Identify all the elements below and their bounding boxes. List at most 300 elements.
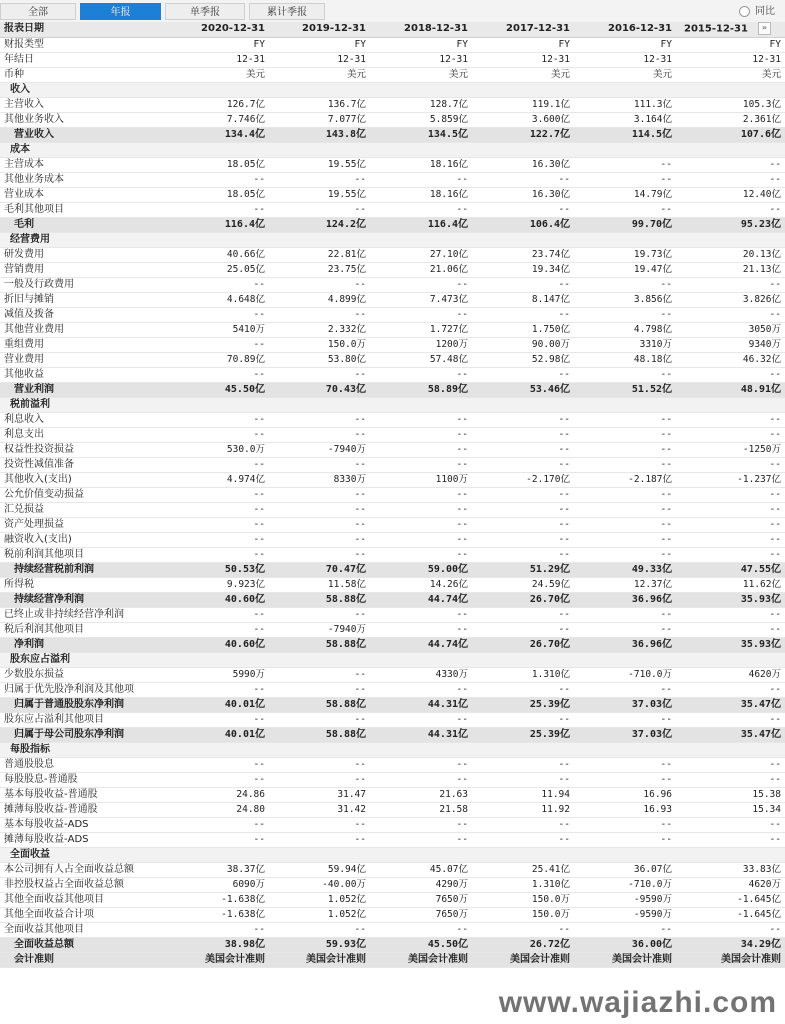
cell-value: 美元 bbox=[472, 67, 574, 82]
cell-value: 美国会计准则 bbox=[472, 952, 574, 967]
row-label: 全面收益 bbox=[0, 847, 168, 862]
cell-value: -- bbox=[168, 772, 269, 787]
row-label: 少数股东损益 bbox=[0, 667, 168, 682]
cell-value bbox=[370, 397, 472, 412]
cell-value: 116.4亿 bbox=[370, 217, 472, 232]
cell-value: 26.70亿 bbox=[472, 637, 574, 652]
cell-value: 12-31 bbox=[269, 52, 370, 67]
cell-value bbox=[168, 652, 269, 667]
cell-value bbox=[574, 232, 676, 247]
cell-value: 128.7亿 bbox=[370, 97, 472, 112]
cell-value: -- bbox=[472, 502, 574, 517]
cell-value: 11.94 bbox=[472, 787, 574, 802]
table-row bbox=[0, 217, 785, 232]
cell-value: 美国会计准则 bbox=[269, 952, 370, 967]
cell-value: -7940万 bbox=[269, 622, 370, 637]
cell-value: 24.86 bbox=[168, 787, 269, 802]
cell-value: 18.05亿 bbox=[168, 187, 269, 202]
cell-value bbox=[472, 232, 574, 247]
cell-value bbox=[574, 652, 676, 667]
cell-value: 美国会计准则 bbox=[676, 952, 785, 967]
cell-value: 58.88亿 bbox=[269, 592, 370, 607]
cell-value: -- bbox=[168, 307, 269, 322]
cell-value: -- bbox=[370, 427, 472, 442]
cell-value: -- bbox=[676, 607, 785, 622]
cell-value: -- bbox=[574, 307, 676, 322]
row-label: 股东应占溢利其他项目 bbox=[0, 712, 168, 727]
row-label: 营业利润 bbox=[0, 382, 168, 397]
cell-value: -- bbox=[574, 682, 676, 697]
row-label: 经营费用 bbox=[0, 232, 168, 247]
cell-value: -- bbox=[370, 607, 472, 622]
cell-value: -- bbox=[370, 622, 472, 637]
cell-value: 59.93亿 bbox=[269, 937, 370, 952]
row-label: 所得税 bbox=[0, 577, 168, 592]
row-label: 其他业务成本 bbox=[0, 172, 168, 187]
table-row bbox=[0, 772, 785, 787]
cell-value: 7650万 bbox=[370, 892, 472, 907]
cell-value: 44.74亿 bbox=[370, 637, 472, 652]
cell-value: 12-31 bbox=[472, 52, 574, 67]
cell-value: 4.899亿 bbox=[269, 292, 370, 307]
cell-value bbox=[370, 847, 472, 862]
section-row bbox=[0, 232, 785, 247]
cell-value: -- bbox=[168, 757, 269, 772]
cell-value: 70.89亿 bbox=[168, 352, 269, 367]
cell-value: 3.826亿 bbox=[676, 292, 785, 307]
cell-value: -- bbox=[574, 922, 676, 937]
cell-value: -- bbox=[168, 487, 269, 502]
cell-value: -40.00万 bbox=[269, 877, 370, 892]
cell-value bbox=[269, 142, 370, 157]
cell-value: 38.98亿 bbox=[168, 937, 269, 952]
table-row bbox=[0, 727, 785, 742]
cell-value: -- bbox=[574, 202, 676, 217]
cell-value: 36.00亿 bbox=[574, 937, 676, 952]
cell-value bbox=[168, 742, 269, 757]
cell-value: 18.16亿 bbox=[370, 157, 472, 172]
cell-value: -- bbox=[269, 547, 370, 562]
cell-value: -- bbox=[370, 757, 472, 772]
cell-value: 44.31亿 bbox=[370, 727, 472, 742]
cell-value: 1.727亿 bbox=[370, 322, 472, 337]
table-row bbox=[0, 787, 785, 802]
cell-value: -- bbox=[168, 547, 269, 562]
cell-value: 4330万 bbox=[370, 667, 472, 682]
cell-value: 3.856亿 bbox=[574, 292, 676, 307]
cell-value: 16.96 bbox=[574, 787, 676, 802]
cell-value: -- bbox=[676, 517, 785, 532]
table-row bbox=[0, 127, 785, 142]
cell-value: -- bbox=[574, 622, 676, 637]
cell-value: -- bbox=[676, 202, 785, 217]
row-label: 毛利 bbox=[0, 217, 168, 232]
cell-value: 15.34 bbox=[676, 802, 785, 817]
cell-value bbox=[574, 742, 676, 757]
cell-value: -- bbox=[574, 412, 676, 427]
cell-value: 1100万 bbox=[370, 472, 472, 487]
table-row bbox=[0, 277, 785, 292]
table-row bbox=[0, 352, 785, 367]
income-statement-table bbox=[0, 22, 785, 968]
cell-value: 11.62亿 bbox=[676, 577, 785, 592]
cell-value: -- bbox=[574, 427, 676, 442]
cell-value: 70.43亿 bbox=[269, 382, 370, 397]
cell-value: 5.859亿 bbox=[370, 112, 472, 127]
cell-value: 36.07亿 bbox=[574, 862, 676, 877]
cell-value: 111.3亿 bbox=[574, 97, 676, 112]
cell-value: 26.70亿 bbox=[472, 592, 574, 607]
cell-value: -- bbox=[574, 442, 676, 457]
cell-value: -- bbox=[574, 757, 676, 772]
table-row bbox=[0, 682, 785, 697]
cell-value: 3.164亿 bbox=[574, 112, 676, 127]
cell-value: -- bbox=[676, 622, 785, 637]
table-row bbox=[0, 202, 785, 217]
cell-value: 37.03亿 bbox=[574, 697, 676, 712]
cell-value: -- bbox=[472, 412, 574, 427]
row-label: 权益性投资损益 bbox=[0, 442, 168, 457]
cell-value: -- bbox=[269, 817, 370, 832]
cell-value: 4620万 bbox=[676, 877, 785, 892]
cell-value: -- bbox=[370, 682, 472, 697]
row-label: 年结日 bbox=[0, 52, 168, 67]
cell-value: 53.46亿 bbox=[472, 382, 574, 397]
cell-value: 126.7亿 bbox=[168, 97, 269, 112]
cell-value: 16.93 bbox=[574, 802, 676, 817]
cell-value: 12-31 bbox=[574, 52, 676, 67]
cell-value: -- bbox=[370, 172, 472, 187]
cell-value: -- bbox=[269, 457, 370, 472]
cell-value: -- bbox=[168, 682, 269, 697]
cell-value bbox=[472, 142, 574, 157]
cell-value: 57.48亿 bbox=[370, 352, 472, 367]
row-label: 每股股息-普通股 bbox=[0, 772, 168, 787]
row-label: 本公司拥有人占全面收益总额 bbox=[0, 862, 168, 877]
cell-value: 52.98亿 bbox=[472, 352, 574, 367]
table-row bbox=[0, 457, 785, 472]
row-label: 减值及拨备 bbox=[0, 307, 168, 322]
cell-value: FY bbox=[574, 37, 676, 52]
cell-value: 45.50亿 bbox=[168, 382, 269, 397]
cell-value: 24.59亿 bbox=[472, 577, 574, 592]
tab-single-quarter[interactable]: 单季报 bbox=[165, 3, 245, 20]
cell-value: 23.75亿 bbox=[269, 262, 370, 277]
cell-value: -710.0万 bbox=[574, 877, 676, 892]
cell-value: 44.74亿 bbox=[370, 592, 472, 607]
table-row bbox=[0, 712, 785, 727]
cell-value: -- bbox=[168, 532, 269, 547]
cell-value: 12-31 bbox=[676, 52, 785, 67]
row-label: 成本 bbox=[0, 142, 168, 157]
cell-value: -- bbox=[269, 307, 370, 322]
cell-value: -9590万 bbox=[574, 907, 676, 922]
cell-value: -- bbox=[574, 547, 676, 562]
cell-value: -- bbox=[574, 532, 676, 547]
row-label: 摊薄每股收益-普通股 bbox=[0, 802, 168, 817]
row-label: 归属于优先股净利润及其他项 bbox=[0, 682, 168, 697]
cell-value: FY bbox=[676, 37, 785, 52]
cell-value bbox=[676, 652, 785, 667]
row-label: 税前溢利 bbox=[0, 397, 168, 412]
cell-value: 116.4亿 bbox=[168, 217, 269, 232]
cell-value: 21.63 bbox=[370, 787, 472, 802]
table-row bbox=[0, 562, 785, 577]
cell-value: -- bbox=[676, 367, 785, 382]
row-label: 基本每股收益-ADS bbox=[0, 817, 168, 832]
cell-value: -- bbox=[269, 502, 370, 517]
cell-value: -1250万 bbox=[676, 442, 785, 457]
cell-value: 51.52亿 bbox=[574, 382, 676, 397]
row-label: 一般及行政费用 bbox=[0, 277, 168, 292]
cell-value: -- bbox=[370, 817, 472, 832]
row-label: 重组费用 bbox=[0, 337, 168, 352]
cell-value: 9340万 bbox=[676, 337, 785, 352]
cell-value: 2.361亿 bbox=[676, 112, 785, 127]
cell-value bbox=[269, 847, 370, 862]
cell-value: -- bbox=[574, 832, 676, 847]
cell-value: -- bbox=[472, 622, 574, 637]
cell-value bbox=[472, 82, 574, 97]
cell-value: -- bbox=[472, 817, 574, 832]
cell-value: 6090万 bbox=[168, 877, 269, 892]
cell-value: -1.645亿 bbox=[676, 892, 785, 907]
table-row bbox=[0, 487, 785, 502]
row-label: 公允价值变动损益 bbox=[0, 487, 168, 502]
cell-value: 3050万 bbox=[676, 322, 785, 337]
cell-value: 4.648亿 bbox=[168, 292, 269, 307]
cell-value: 12.40亿 bbox=[676, 187, 785, 202]
cell-value: 70.47亿 bbox=[269, 562, 370, 577]
watermark: www.wajiazhi.com bbox=[498, 986, 777, 1019]
cell-value: -- bbox=[370, 367, 472, 382]
header-date-5: 2016-12-31 bbox=[574, 22, 676, 37]
cell-value: -710.0万 bbox=[574, 667, 676, 682]
cell-value: 12.37亿 bbox=[574, 577, 676, 592]
cell-value: 99.70亿 bbox=[574, 217, 676, 232]
cell-value bbox=[269, 652, 370, 667]
cell-value bbox=[472, 847, 574, 862]
cell-value: FY bbox=[269, 37, 370, 52]
table-row bbox=[0, 247, 785, 262]
cell-value: 33.83亿 bbox=[676, 862, 785, 877]
cell-value: -- bbox=[370, 307, 472, 322]
cell-value bbox=[676, 82, 785, 97]
cell-value: 124.2亿 bbox=[269, 217, 370, 232]
cell-value: 143.8亿 bbox=[269, 127, 370, 142]
radio-icon[interactable] bbox=[739, 6, 750, 17]
cell-value: 134.5亿 bbox=[370, 127, 472, 142]
table-row bbox=[0, 892, 785, 907]
yoy-toggle[interactable] bbox=[739, 4, 775, 20]
cell-value: -- bbox=[370, 922, 472, 937]
row-label: 主营收入 bbox=[0, 97, 168, 112]
cell-value: -- bbox=[472, 757, 574, 772]
cell-value: -1.237亿 bbox=[676, 472, 785, 487]
tab-cumulative-quarter[interactable]: 累计季报 bbox=[249, 3, 325, 20]
row-label: 股东应占溢利 bbox=[0, 652, 168, 667]
cell-value: -2.170亿 bbox=[472, 472, 574, 487]
cell-value: 美元 bbox=[168, 67, 269, 82]
cell-value: -- bbox=[472, 922, 574, 937]
section-row bbox=[0, 142, 785, 157]
cell-value: -- bbox=[269, 832, 370, 847]
cell-value: -- bbox=[168, 202, 269, 217]
row-label: 会计准则 bbox=[0, 952, 168, 967]
cell-value: 90.00万 bbox=[472, 337, 574, 352]
table-row bbox=[0, 592, 785, 607]
cell-value: -- bbox=[676, 682, 785, 697]
section-row bbox=[0, 742, 785, 757]
cell-value: 18.16亿 bbox=[370, 187, 472, 202]
header-date-1: 2020-12-31 bbox=[168, 22, 269, 37]
cell-value: -- bbox=[370, 277, 472, 292]
cell-value: -- bbox=[676, 922, 785, 937]
cell-value: 7.473亿 bbox=[370, 292, 472, 307]
cell-value: -- bbox=[676, 157, 785, 172]
tab-all[interactable]: 全部 bbox=[0, 3, 76, 20]
cell-value: 美元 bbox=[574, 67, 676, 82]
cell-value: -- bbox=[168, 412, 269, 427]
cell-value: 8330万 bbox=[269, 472, 370, 487]
cell-value: -- bbox=[168, 337, 269, 352]
cell-value: 58.88亿 bbox=[269, 727, 370, 742]
row-label: 投资性减值准备 bbox=[0, 457, 168, 472]
cell-value: -- bbox=[676, 817, 785, 832]
table-row bbox=[0, 697, 785, 712]
row-label: 税后利润其他项目 bbox=[0, 622, 168, 637]
cell-value: -9590万 bbox=[574, 892, 676, 907]
cell-value: -- bbox=[168, 367, 269, 382]
cell-value: -- bbox=[676, 412, 785, 427]
cell-value: -- bbox=[472, 277, 574, 292]
cell-value: FY bbox=[472, 37, 574, 52]
cell-value: -- bbox=[472, 367, 574, 382]
cell-value: -- bbox=[676, 307, 785, 322]
row-label: 净利润 bbox=[0, 637, 168, 652]
table-row bbox=[0, 322, 785, 337]
cell-value: -- bbox=[574, 712, 676, 727]
cell-value: -2.187亿 bbox=[574, 472, 676, 487]
cell-value: -- bbox=[168, 607, 269, 622]
cell-value: 3310万 bbox=[574, 337, 676, 352]
cell-value: -- bbox=[269, 607, 370, 622]
cell-value bbox=[574, 397, 676, 412]
cell-value: 16.30亿 bbox=[472, 157, 574, 172]
cell-value: 35.93亿 bbox=[676, 592, 785, 607]
section-row bbox=[0, 82, 785, 97]
cell-value: -- bbox=[574, 817, 676, 832]
cell-value: -- bbox=[269, 712, 370, 727]
cell-value: 45.07亿 bbox=[370, 862, 472, 877]
cell-value: 35.47亿 bbox=[676, 727, 785, 742]
cell-value: -- bbox=[574, 157, 676, 172]
cell-value: 44.31亿 bbox=[370, 697, 472, 712]
cell-value: 1.750亿 bbox=[472, 322, 574, 337]
cell-value: 8.147亿 bbox=[472, 292, 574, 307]
row-label: 持续经营税前利润 bbox=[0, 562, 168, 577]
cell-value bbox=[168, 142, 269, 157]
row-label: 归属于母公司股东净利润 bbox=[0, 727, 168, 742]
row-label: 其他业务收入 bbox=[0, 112, 168, 127]
row-label: 每股指标 bbox=[0, 742, 168, 757]
cell-value: -- bbox=[676, 427, 785, 442]
table-row bbox=[0, 907, 785, 922]
cell-value: -- bbox=[676, 532, 785, 547]
cell-value: 19.34亿 bbox=[472, 262, 574, 277]
cell-value: 25.39亿 bbox=[472, 697, 574, 712]
table-row bbox=[0, 337, 785, 352]
cell-value: 46.32亿 bbox=[676, 352, 785, 367]
table-row bbox=[0, 622, 785, 637]
cell-value: -- bbox=[574, 517, 676, 532]
cell-value: 1.310亿 bbox=[472, 667, 574, 682]
cell-value bbox=[168, 397, 269, 412]
cell-value: 4290万 bbox=[370, 877, 472, 892]
cell-value: 美国会计准则 bbox=[370, 952, 472, 967]
table-row bbox=[0, 517, 785, 532]
cell-value bbox=[676, 742, 785, 757]
cell-value: 150.0万 bbox=[472, 907, 574, 922]
cell-value: 15.38 bbox=[676, 787, 785, 802]
cell-value: -- bbox=[370, 832, 472, 847]
cell-value: -- bbox=[472, 442, 574, 457]
expand-columns-icon[interactable]: » bbox=[758, 22, 771, 35]
cell-value bbox=[269, 742, 370, 757]
table-row bbox=[0, 502, 785, 517]
row-label: 全面收益其他项目 bbox=[0, 922, 168, 937]
cell-value: 23.74亿 bbox=[472, 247, 574, 262]
cell-value: 美元 bbox=[676, 67, 785, 82]
cell-value: 2.332亿 bbox=[269, 322, 370, 337]
header-report-date: 报表日期 bbox=[0, 22, 168, 37]
tab-annual[interactable]: 年报 bbox=[80, 3, 161, 20]
cell-value: -- bbox=[168, 457, 269, 472]
cell-value: 14.26亿 bbox=[370, 577, 472, 592]
cell-value: 21.58 bbox=[370, 802, 472, 817]
cell-value: -- bbox=[472, 202, 574, 217]
cell-value: -- bbox=[269, 427, 370, 442]
cell-value: -- bbox=[676, 832, 785, 847]
cell-value: 134.4亿 bbox=[168, 127, 269, 142]
cell-value: -- bbox=[168, 502, 269, 517]
cell-value: 美国会计准则 bbox=[574, 952, 676, 967]
section-row bbox=[0, 652, 785, 667]
table-row bbox=[0, 67, 785, 82]
cell-value: -1.645亿 bbox=[676, 907, 785, 922]
cell-value: -- bbox=[269, 367, 370, 382]
cell-value: -- bbox=[676, 712, 785, 727]
cell-value: -- bbox=[676, 757, 785, 772]
cell-value: -- bbox=[472, 457, 574, 472]
row-label: 全面收益总额 bbox=[0, 937, 168, 952]
row-label: 普通股股息 bbox=[0, 757, 168, 772]
cell-value: -- bbox=[370, 517, 472, 532]
section-row bbox=[0, 847, 785, 862]
cell-value: 49.33亿 bbox=[574, 562, 676, 577]
cell-value: 21.06亿 bbox=[370, 262, 472, 277]
cell-value: 25.39亿 bbox=[472, 727, 574, 742]
table-row bbox=[0, 862, 785, 877]
cell-value: 美元 bbox=[269, 67, 370, 82]
cell-value: 9.923亿 bbox=[168, 577, 269, 592]
cell-value: 4.798亿 bbox=[574, 322, 676, 337]
cell-value: 119.1亿 bbox=[472, 97, 574, 112]
table-row bbox=[0, 412, 785, 427]
row-label: 汇兑损益 bbox=[0, 502, 168, 517]
table-row bbox=[0, 532, 785, 547]
row-label: 营业收入 bbox=[0, 127, 168, 142]
